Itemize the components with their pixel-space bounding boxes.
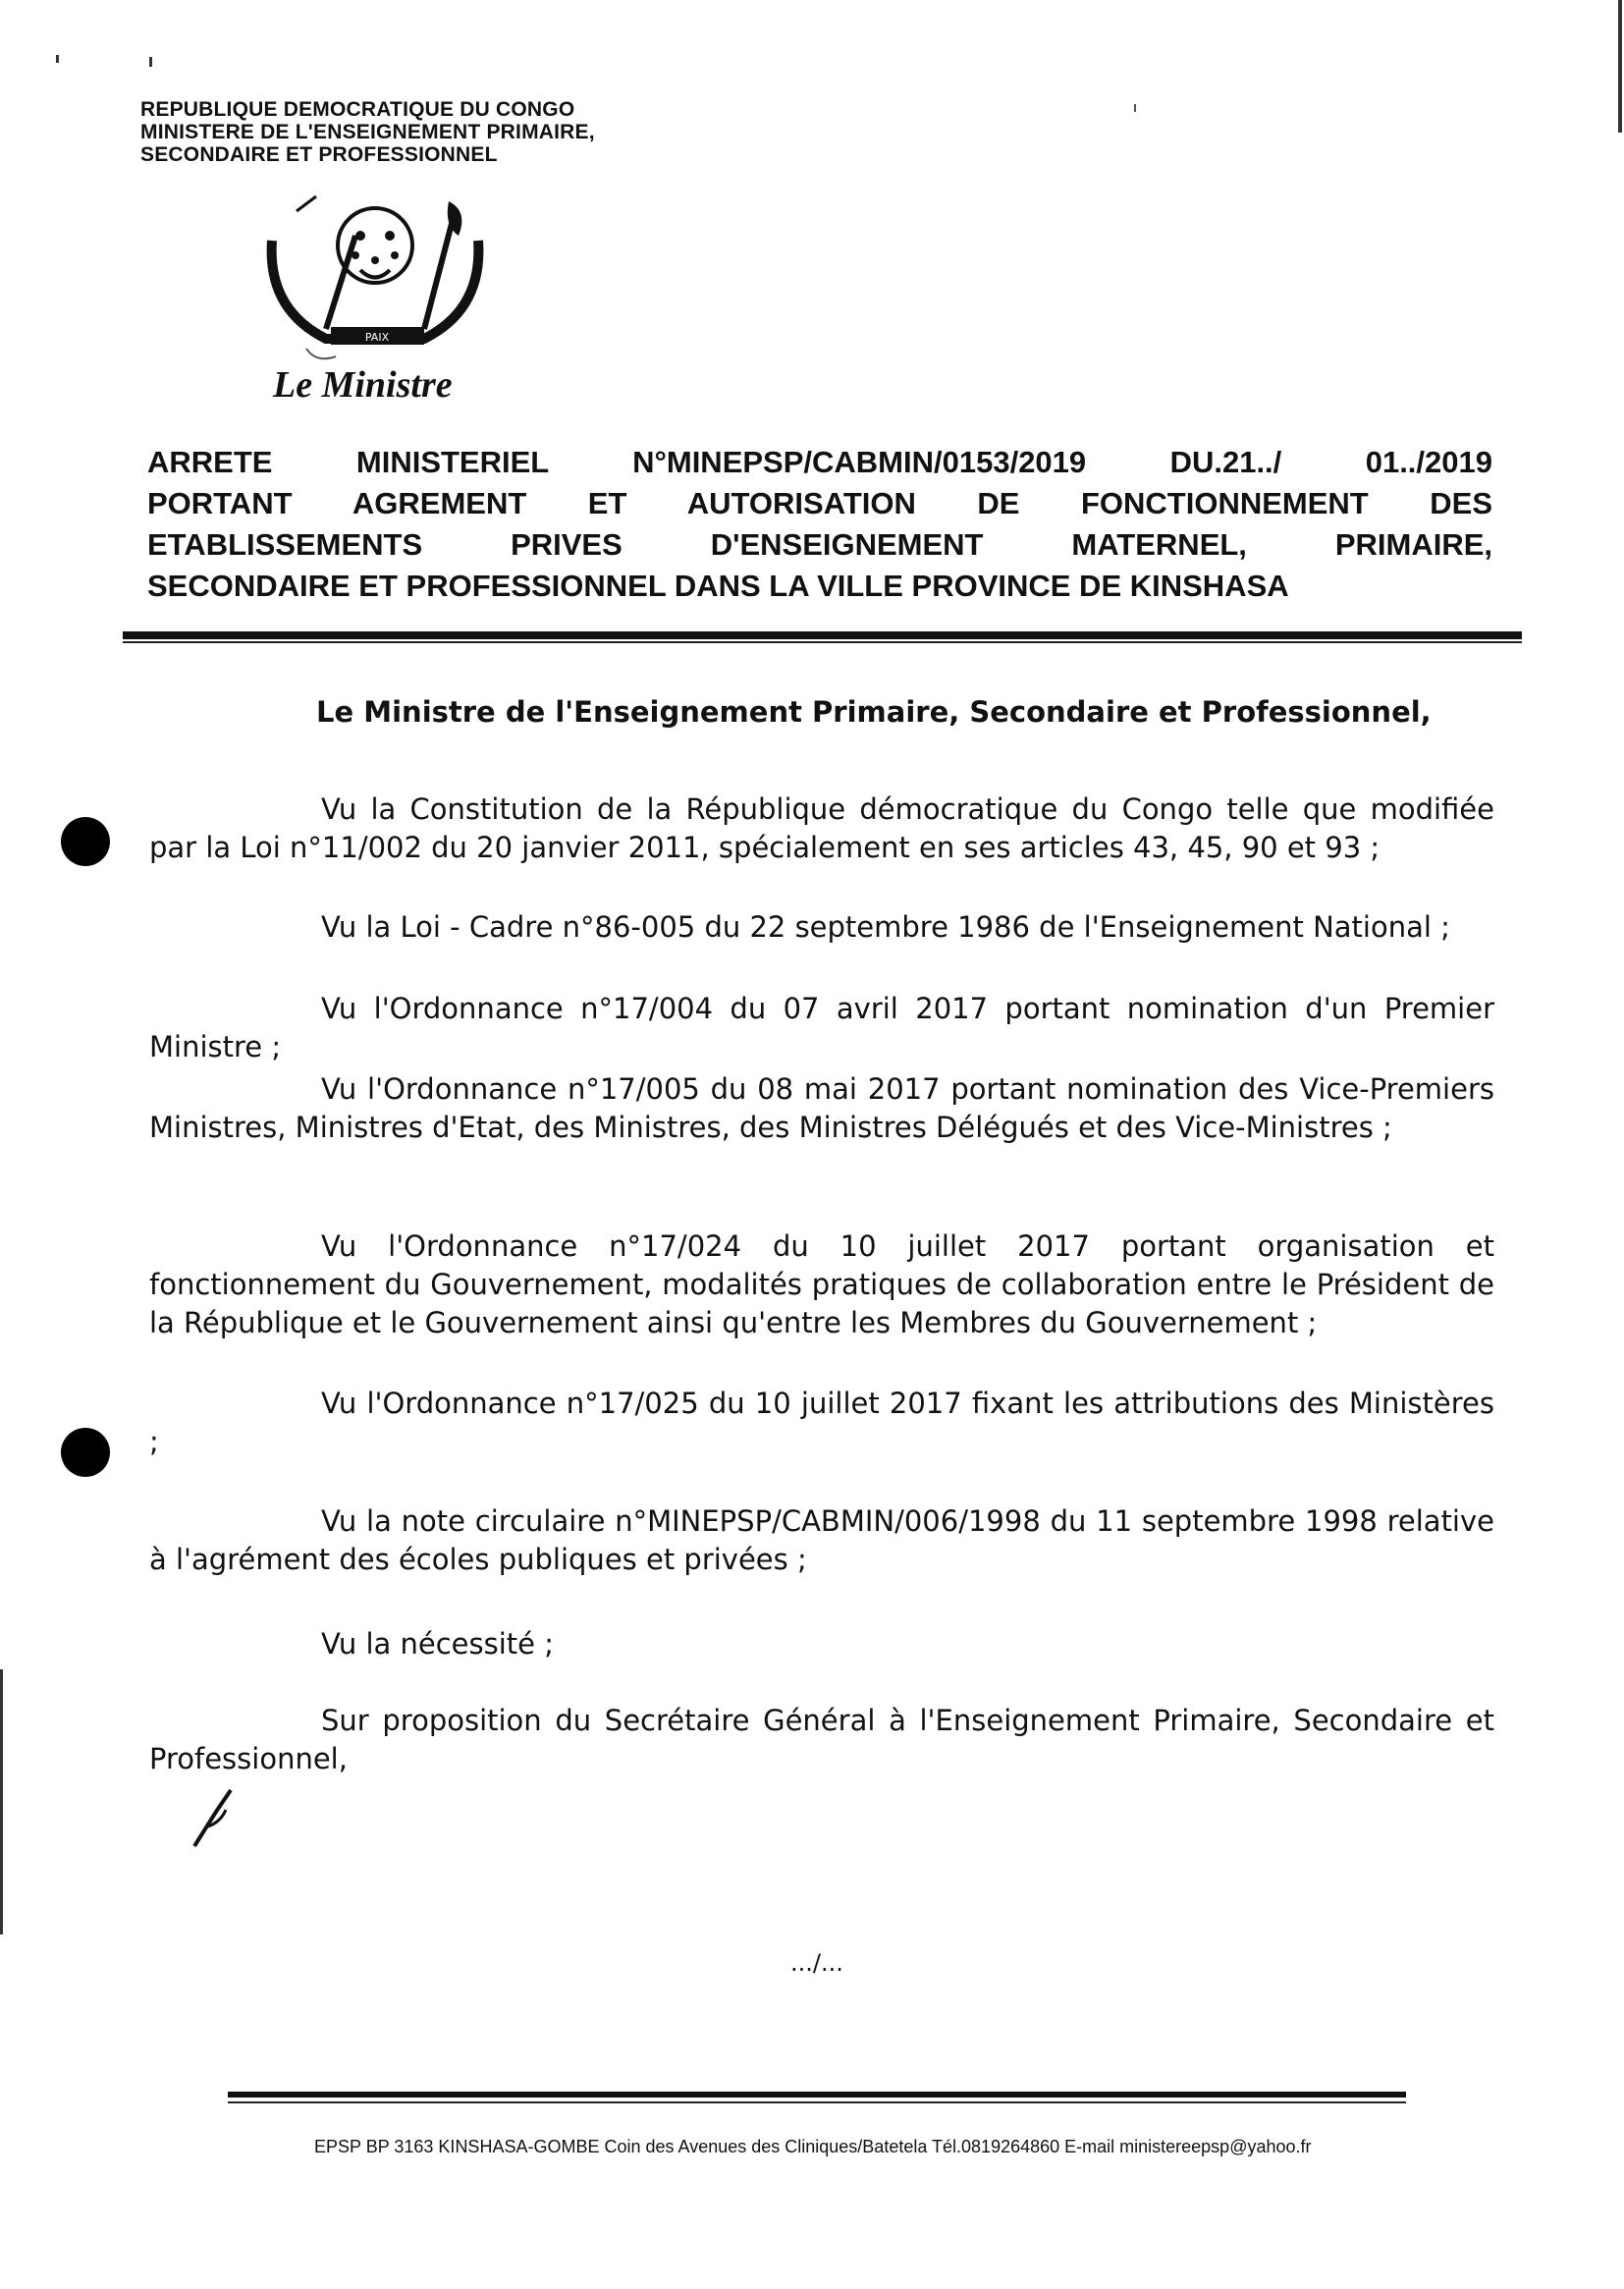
- recital-paragraph: Vu l'Ordonnance n°17/004 du 07 avril 2017 portant nomination d'un Premier Ministre ;: [149, 992, 1494, 1063]
- scan-edge-line: [1618, 0, 1622, 133]
- decree-title-line: ARRETE MINISTERIEL N°MINEPSP/CABMIN/0153/2019 DU.21../ 01../2019: [147, 445, 1492, 479]
- recital-paragraph: Vu l'Ordonnance n°17/025 du 10 juillet 2017 fixant les attributions des Ministères ;: [149, 1387, 1494, 1458]
- decree-title-line: ETABLISSEMENTS PRIVES D'ENSEIGNEMENT MATERNEL, PRIMAIRE,: [147, 527, 1492, 562]
- scan-edge-line: [0, 1669, 3, 1935]
- recital-paragraph: Vu la Constitution de la République démocratique du Congo telle que modifiée par la Loi n°11/002 du 20 janvier 2011, spécialement en ses articles 43, 45, 90 et 93 ;: [149, 792, 1494, 864]
- title-divider: [123, 631, 1522, 639]
- punch-hole-dot: [61, 817, 110, 866]
- body-section: [149, 1227, 1494, 1342]
- recital-paragraph: Sur proposition du Secrétaire Général à l'Enseignement Primaire, Secondaire et Professionnel,: [149, 1704, 1494, 1775]
- letterhead: [140, 98, 595, 166]
- paraph-mark: [187, 1782, 245, 1851]
- footer-address: EPSP BP 3163 KINSHASA-GOMBE Coin des Avenues des Cliniques/Batetela Tél.0819264860 E-mail ministereepsp@yahoo.fr: [314, 2137, 1312, 2156]
- body-section: [149, 908, 1494, 947]
- recital-paragraph: Vu l'Ordonnance n°17/005 du 08 mai 2017 portant nomination des Vice-Premiers Ministres, Ministres d'Etat, des Ministres, des Ministres Délégués et des Vice-Ministres ;: [149, 1072, 1494, 1144]
- punch-hole-dot: [61, 1428, 110, 1477]
- minister-heading: Le Ministre de l'Enseignement Primaire, Secondaire et Professionnel,: [316, 695, 1432, 729]
- body-section: [149, 1070, 1494, 1147]
- letterhead-ministry-cont: SECONDAIRE ET PROFESSIONNEL: [140, 143, 498, 166]
- recital-paragraph: Vu l'Ordonnance n°17/024 du 10 juillet 2017 portant organisation et fonctionnement du Gouvernement, modalités pratiques de collaboration entre le Président de la République et le Gouvernement ainsi qu'entre les Membres du Gouvernement ;: [149, 1229, 1494, 1339]
- decree-title-line: SECONDAIRE ET PROFESSIONNEL DANS LA VILLE PROVINCE DE KINSHASA: [147, 569, 1289, 603]
- body-section: [149, 1502, 1494, 1579]
- body-section: [149, 1625, 1494, 1663]
- body-section: [149, 1385, 1494, 1461]
- footer-divider: [228, 2101, 1406, 2103]
- scan-mark: [56, 55, 59, 63]
- recital-paragraph: Vu la Loi - Cadre n°86-005 du 22 septembre 1986 de l'Enseignement National ;: [321, 910, 1450, 944]
- title-divider: [123, 641, 1522, 643]
- decree-title: [147, 442, 1492, 607]
- scan-mark: [149, 57, 152, 67]
- recital-paragraph: Vu la note circulaire n°MINEPSP/CABMIN/006/1998 du 11 septembre 1998 relative à l'agrément des écoles publiques et privées ;: [149, 1504, 1494, 1576]
- body-section: [149, 790, 1494, 867]
- scan-mark: [1134, 104, 1136, 112]
- page-continuation: .../...: [790, 1949, 843, 1977]
- decree-title-line: PORTANT AGREMENT ET AUTORISATION DE FONCTIONNEMENT DES: [147, 486, 1492, 520]
- letterhead-ministry: MINISTERE DE L'ENSEIGNEMENT PRIMAIRE,: [140, 121, 595, 143]
- minister-label: Le Ministre: [273, 364, 453, 406]
- letterhead-country: REPUBLIQUE DEMOCRATIQUE DU CONGO: [140, 98, 575, 121]
- footer-divider: [228, 2092, 1406, 2098]
- body-section: [149, 990, 1494, 1066]
- emblem-banner: PAIX: [364, 331, 390, 344]
- recital-paragraph: Vu la nécessité ;: [321, 1627, 554, 1661]
- body-section: [149, 1702, 1494, 1778]
- coat-of-arms-leopard-icon: [257, 191, 493, 363]
